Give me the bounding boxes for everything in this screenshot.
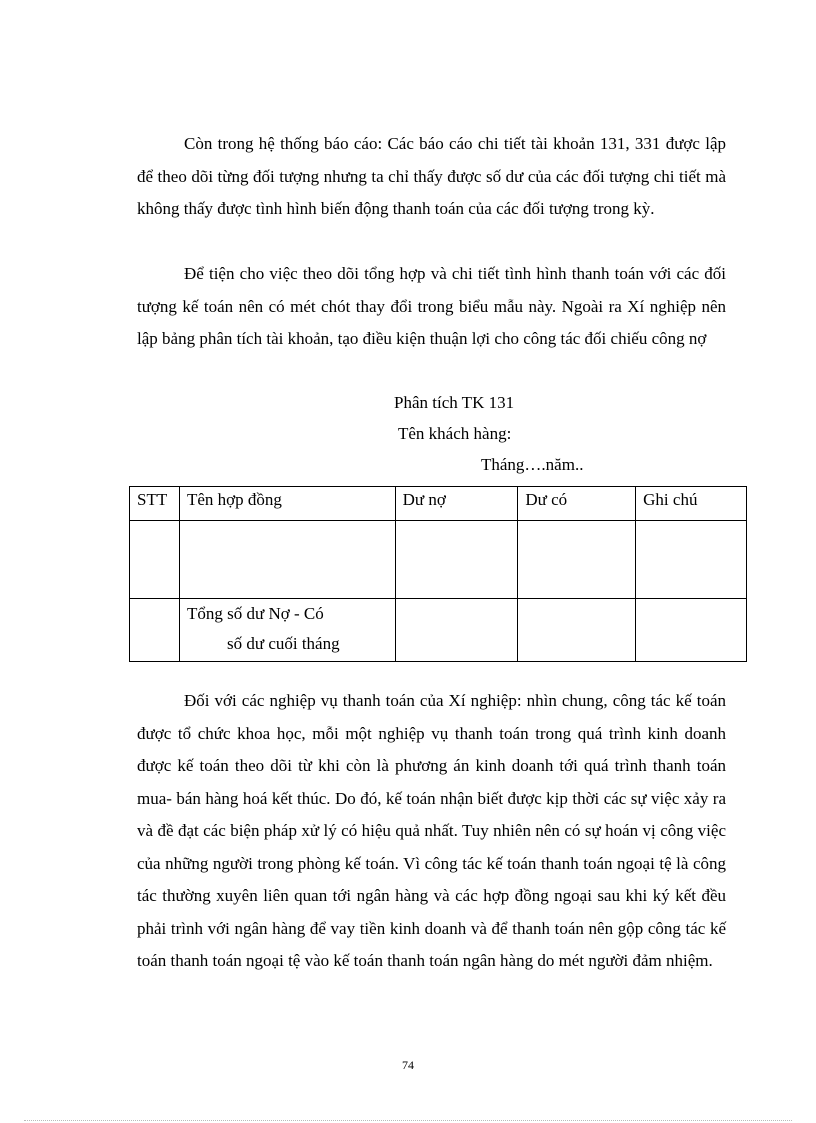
paragraph-recommendation (137, 258, 726, 356)
table-cell (636, 599, 747, 662)
table-cell (518, 599, 636, 662)
total-label-cell (179, 599, 395, 662)
table-cell (395, 599, 518, 662)
table-cell (395, 521, 518, 599)
table-cell (179, 521, 395, 599)
column-header-debit: Dư nợ (395, 487, 518, 521)
paragraph-text: Còn trong hệ thống báo cáo: Các báo cáo chi tiết tài khoản 131, 331 được lập để theo dõi từng đối tượng nhưng ta chỉ thấy được số dư của các đối tượng chi tiết mà không thấy được tình hình biến động thanh toán của các đối tượng trong kỳ. (137, 134, 726, 218)
page-bottom-divider (24, 1120, 792, 1121)
column-header-note: Ghi chú (636, 487, 747, 521)
paragraph-payment-operations (137, 685, 726, 978)
paragraph-text: Đối với các nghiệp vụ thanh toán của Xí nghiệp: nhìn chung, công tác kế toán được tổ chức khoa học, mỗi một nghiệp vụ thanh toán trong quá trình kinh doanh được kế toán theo dõi từ khi còn là phương án kinh doanh tới quá trình thanh toán mua- bán hàng hoá kết thúc. Do đó, kế toán nhận biết được kịp thời các sự việc xảy ra và đề đạt các biện pháp xử lý có hiệu quả nhất. Tuy nhiên nên có sự hoán vị công việc của những người trong phòng kế toán. Vì công tác kế toán thanh toán ngoại tệ là công tác thường xuyên liên quan tới ngân hàng và các hợp đồng ngoại sau khi ký kết đều phải trình với ngân hàng để vay tiền kinh doanh và để thanh toán nên gộp công tác kế toán thanh toán ngoại tệ vào kế toán thanh toán ngân hàng do mét người đảm nhiệm. (137, 691, 726, 970)
table-cell (130, 521, 180, 599)
table-total-row (130, 599, 747, 662)
total-label-line2: số dư cuối tháng (226, 634, 340, 653)
table-cell (518, 521, 636, 599)
account-analysis-table (129, 486, 747, 662)
period-label: Tháng….năm.. (481, 455, 584, 474)
total-label-line1: Tổng số dư Nợ - Có (186, 604, 324, 623)
table-cell (636, 521, 747, 599)
table-title: Phân tích TK 131 (394, 393, 515, 412)
table-cell (130, 599, 180, 662)
paragraph-text: Để tiện cho việc theo dõi tổng hợp và chi tiết tình hình thanh toán với các đối tượng kế toán nên có mét chót thay đổi trong biểu mẫu này. Ngoài ra Xí nghiệp nên lập bảng phân tích tài khoản, tạo điều kiện thuận lợi cho công tác đối chiếu công nợ (137, 264, 726, 348)
table-row (130, 521, 747, 599)
customer-name-label: Tên khách hàng: (398, 424, 512, 443)
column-header-credit: Dư có (518, 487, 636, 521)
paragraph-report-system (137, 128, 726, 226)
column-header-stt: STT (130, 487, 180, 521)
table-header-row (130, 487, 747, 521)
column-header-contract: Tên hợp đồng (179, 487, 395, 521)
page-number: 74 (402, 1058, 414, 1072)
